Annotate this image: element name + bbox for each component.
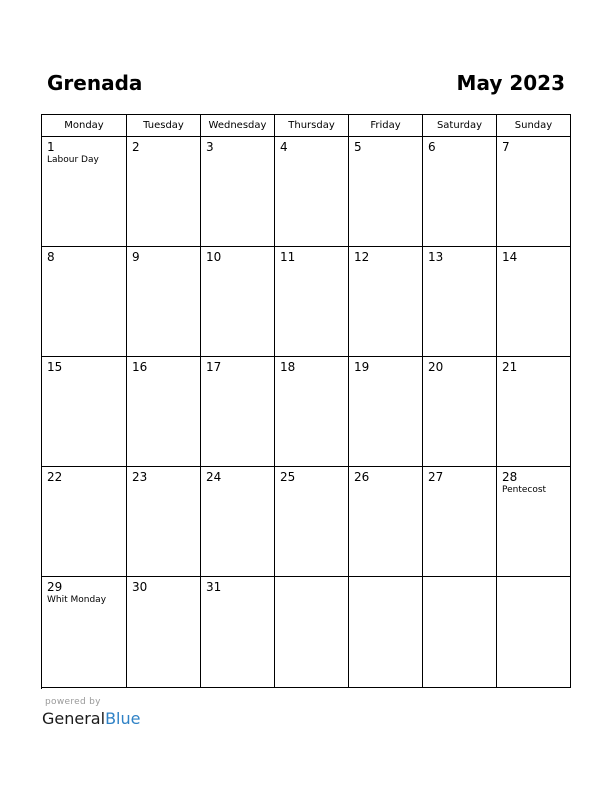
holiday-label: Labour Day [47, 155, 99, 165]
date-number: 24 [206, 470, 222, 484]
weekday-header-sunday: Sunday [497, 115, 571, 137]
day-cell [127, 357, 201, 467]
date-number: 31 [206, 580, 222, 594]
date-number: 18 [280, 360, 296, 374]
date-number: 21 [502, 360, 518, 374]
date-number: 25 [280, 470, 296, 484]
day-cell [42, 247, 127, 357]
day-cell [201, 577, 275, 688]
day-cell [42, 137, 127, 247]
date-number: 26 [354, 470, 370, 484]
date-number: 16 [132, 360, 148, 374]
date-number: 2 [132, 140, 140, 154]
week-row-2 [42, 247, 571, 357]
day-cell [349, 357, 423, 467]
day-cell [275, 247, 349, 357]
weekday-header-tuesday: Tuesday [127, 115, 201, 137]
date-number: 13 [428, 250, 444, 264]
date-number [280, 580, 348, 594]
brand-name-part2: Blue [105, 709, 141, 728]
day-cell [423, 137, 497, 247]
date-number: 1 [47, 140, 55, 154]
holiday-label: Pentecost [502, 485, 547, 495]
date-number: 15 [47, 360, 63, 374]
day-cell [423, 247, 497, 357]
day-cell [349, 577, 423, 688]
brand-name-part1: General [42, 709, 106, 728]
day-cell [423, 357, 497, 467]
day-cell [42, 467, 127, 577]
date-number: 27 [428, 470, 444, 484]
day-cell [423, 467, 497, 577]
date-number: 6 [428, 140, 436, 154]
day-cell [497, 467, 571, 577]
week-row-1 [42, 137, 571, 247]
day-cell [275, 577, 349, 688]
date-number: 8 [47, 250, 55, 264]
calendar-grid [41, 114, 571, 689]
weekday-header-thursday: Thursday [275, 115, 349, 137]
month-year-title: May 2023 [456, 71, 565, 95]
day-cell [275, 357, 349, 467]
day-cell [349, 467, 423, 577]
date-number: 7 [502, 140, 510, 154]
day-cell [42, 577, 127, 688]
date-number [428, 580, 496, 594]
week-row-3 [42, 357, 571, 467]
day-cell [127, 577, 201, 688]
date-number: 5 [354, 140, 362, 154]
date-number: 10 [206, 250, 222, 264]
date-number: 20 [428, 360, 444, 374]
day-cell [423, 577, 497, 688]
holiday-label: Whit Monday [47, 595, 107, 605]
date-number [354, 580, 422, 594]
date-number: 19 [354, 360, 370, 374]
date-number: 9 [132, 250, 140, 264]
day-cell [497, 577, 571, 688]
date-number: 17 [206, 360, 222, 374]
day-cell [497, 247, 571, 357]
day-cell [349, 247, 423, 357]
day-cell [349, 137, 423, 247]
day-cell [201, 467, 275, 577]
day-cell [275, 137, 349, 247]
weekday-header-saturday: Saturday [423, 115, 497, 137]
brand-logo[interactable] [42, 709, 140, 729]
date-number: 29 [47, 580, 63, 594]
date-number: 14 [502, 250, 518, 264]
country-title: Grenada [47, 71, 143, 95]
day-cell [42, 357, 127, 467]
date-number: 12 [354, 250, 370, 264]
week-row-4 [42, 467, 571, 577]
day-cell [127, 247, 201, 357]
date-number: 22 [47, 470, 63, 484]
date-number: 30 [132, 580, 148, 594]
date-number [502, 580, 570, 594]
date-number: 11 [280, 250, 296, 264]
day-cell [127, 137, 201, 247]
powered-by-label: powered by [45, 697, 101, 707]
date-number: 3 [206, 140, 214, 154]
day-cell [201, 137, 275, 247]
weekday-header-monday: Monday [42, 115, 127, 137]
day-cell [497, 357, 571, 467]
day-cell [275, 467, 349, 577]
week-row-5 [42, 577, 571, 688]
day-cell [497, 137, 571, 247]
day-cell [127, 467, 201, 577]
date-number: 4 [280, 140, 288, 154]
day-cell [201, 247, 275, 357]
weekday-header-row [42, 115, 571, 137]
footer-branding [42, 697, 140, 729]
date-number: 23 [132, 470, 148, 484]
weekday-header-friday: Friday [349, 115, 423, 137]
day-cell [201, 357, 275, 467]
weekday-header-wednesday: Wednesday [201, 115, 275, 137]
date-number: 28 [502, 470, 518, 484]
